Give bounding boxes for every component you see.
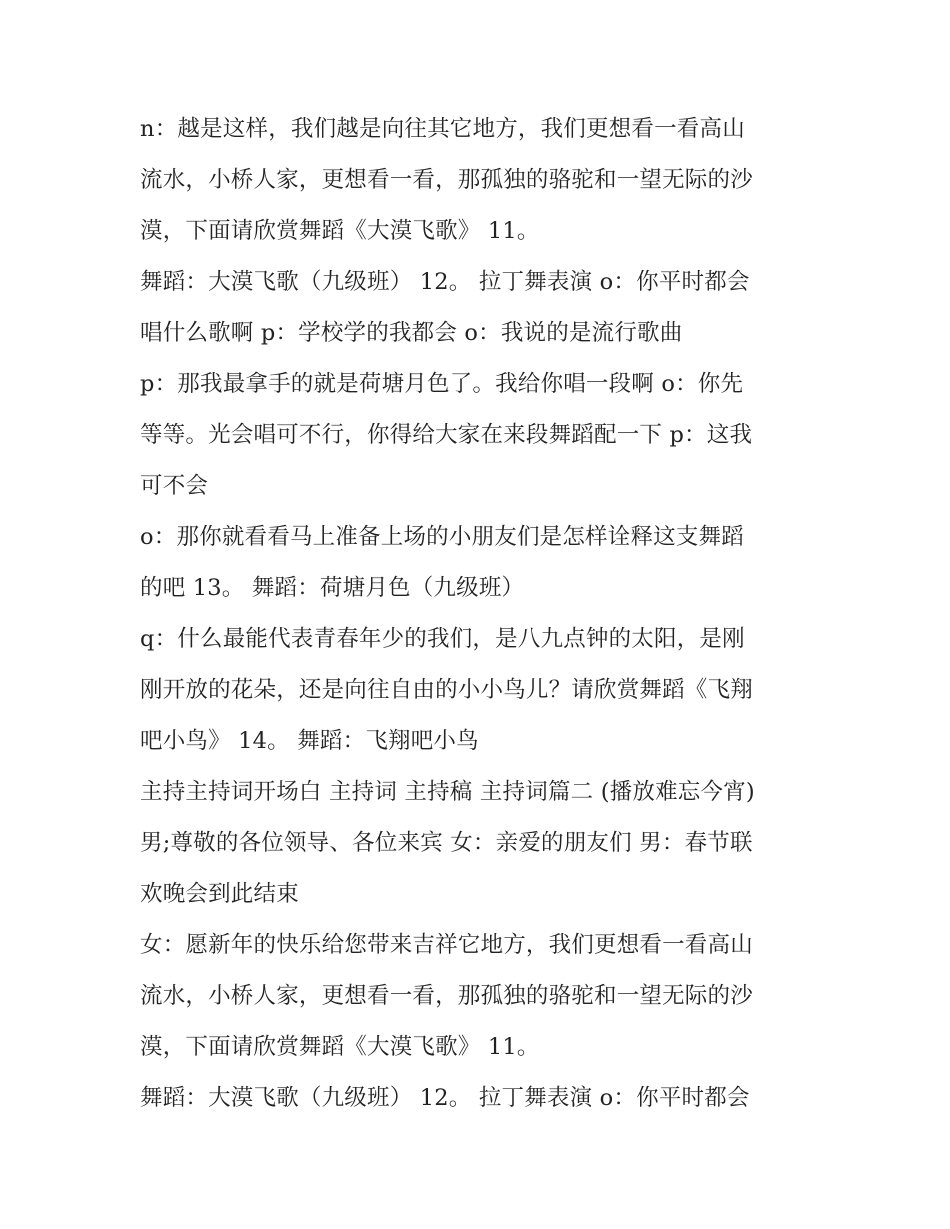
text-line: 刚开放的花朵，还是向往自由的小小鸟儿？请欣赏舞蹈《飞翔 (140, 677, 753, 703)
text-line: p：那我最拿手的就是荷塘月色了。我给你唱一段啊 o：你先 (140, 371, 744, 397)
text-line: 男;尊敬的各位领导、各位来宾 女：亲爱的朋友们 男：春节联 (140, 830, 753, 856)
text-line: q：什么最能代表青春年少的我们，是八九点钟的太阳，是刚 (140, 626, 745, 652)
text-line: 主持主持词开场白 主持词 主持稿 主持词篇二 (播放难忘今宵) (140, 779, 755, 805)
text-line: 舞蹈：大漠飞歌（九级班） 12。 拉丁舞表演 o：你平时都会 (140, 1085, 750, 1111)
document-body (140, 104, 820, 1124)
text-line: 流水，小桥人家，更想看一看，那孤独的骆驼和一望无际的沙 (140, 983, 753, 1009)
text-line: 舞蹈：大漠飞歌（九级班） 12。 拉丁舞表演 o：你平时都会 (140, 269, 750, 295)
text-line: n：越是这样，我们越是向往其它地方，我们更想看一看高山 (140, 116, 745, 142)
text-line: 可不会 (140, 473, 209, 499)
text-line: 流水，小桥人家，更想看一看，那孤独的骆驼和一望无际的沙 (140, 167, 753, 193)
text-line: 漠，下面请欣赏舞蹈《大漠飞歌》 11。 (140, 218, 540, 244)
text-line: 等等。光会唱可不行，你得给大家在来段舞蹈配一下 p：这我 (140, 422, 753, 448)
text-line: 的吧 13。 舞蹈：荷塘月色（九级班） (140, 575, 525, 601)
text-line: 吧小鸟》 14。 舞蹈：飞翔吧小鸟 (140, 728, 479, 754)
text-line: 欢晚会到此结束 (140, 881, 299, 907)
text-line: 女：愿新年的快乐给您带来吉祥它地方，我们更想看一看高山 (140, 932, 753, 958)
text-line: 漠，下面请欣赏舞蹈《大漠飞歌》 11。 (140, 1034, 540, 1060)
text-line: 唱什么歌啊 p：学校学的我都会 o：我说的是流行歌曲 (140, 320, 683, 346)
text-line: o：那你就看看马上准备上场的小朋友们是怎样诠释这支舞蹈 (140, 524, 744, 550)
